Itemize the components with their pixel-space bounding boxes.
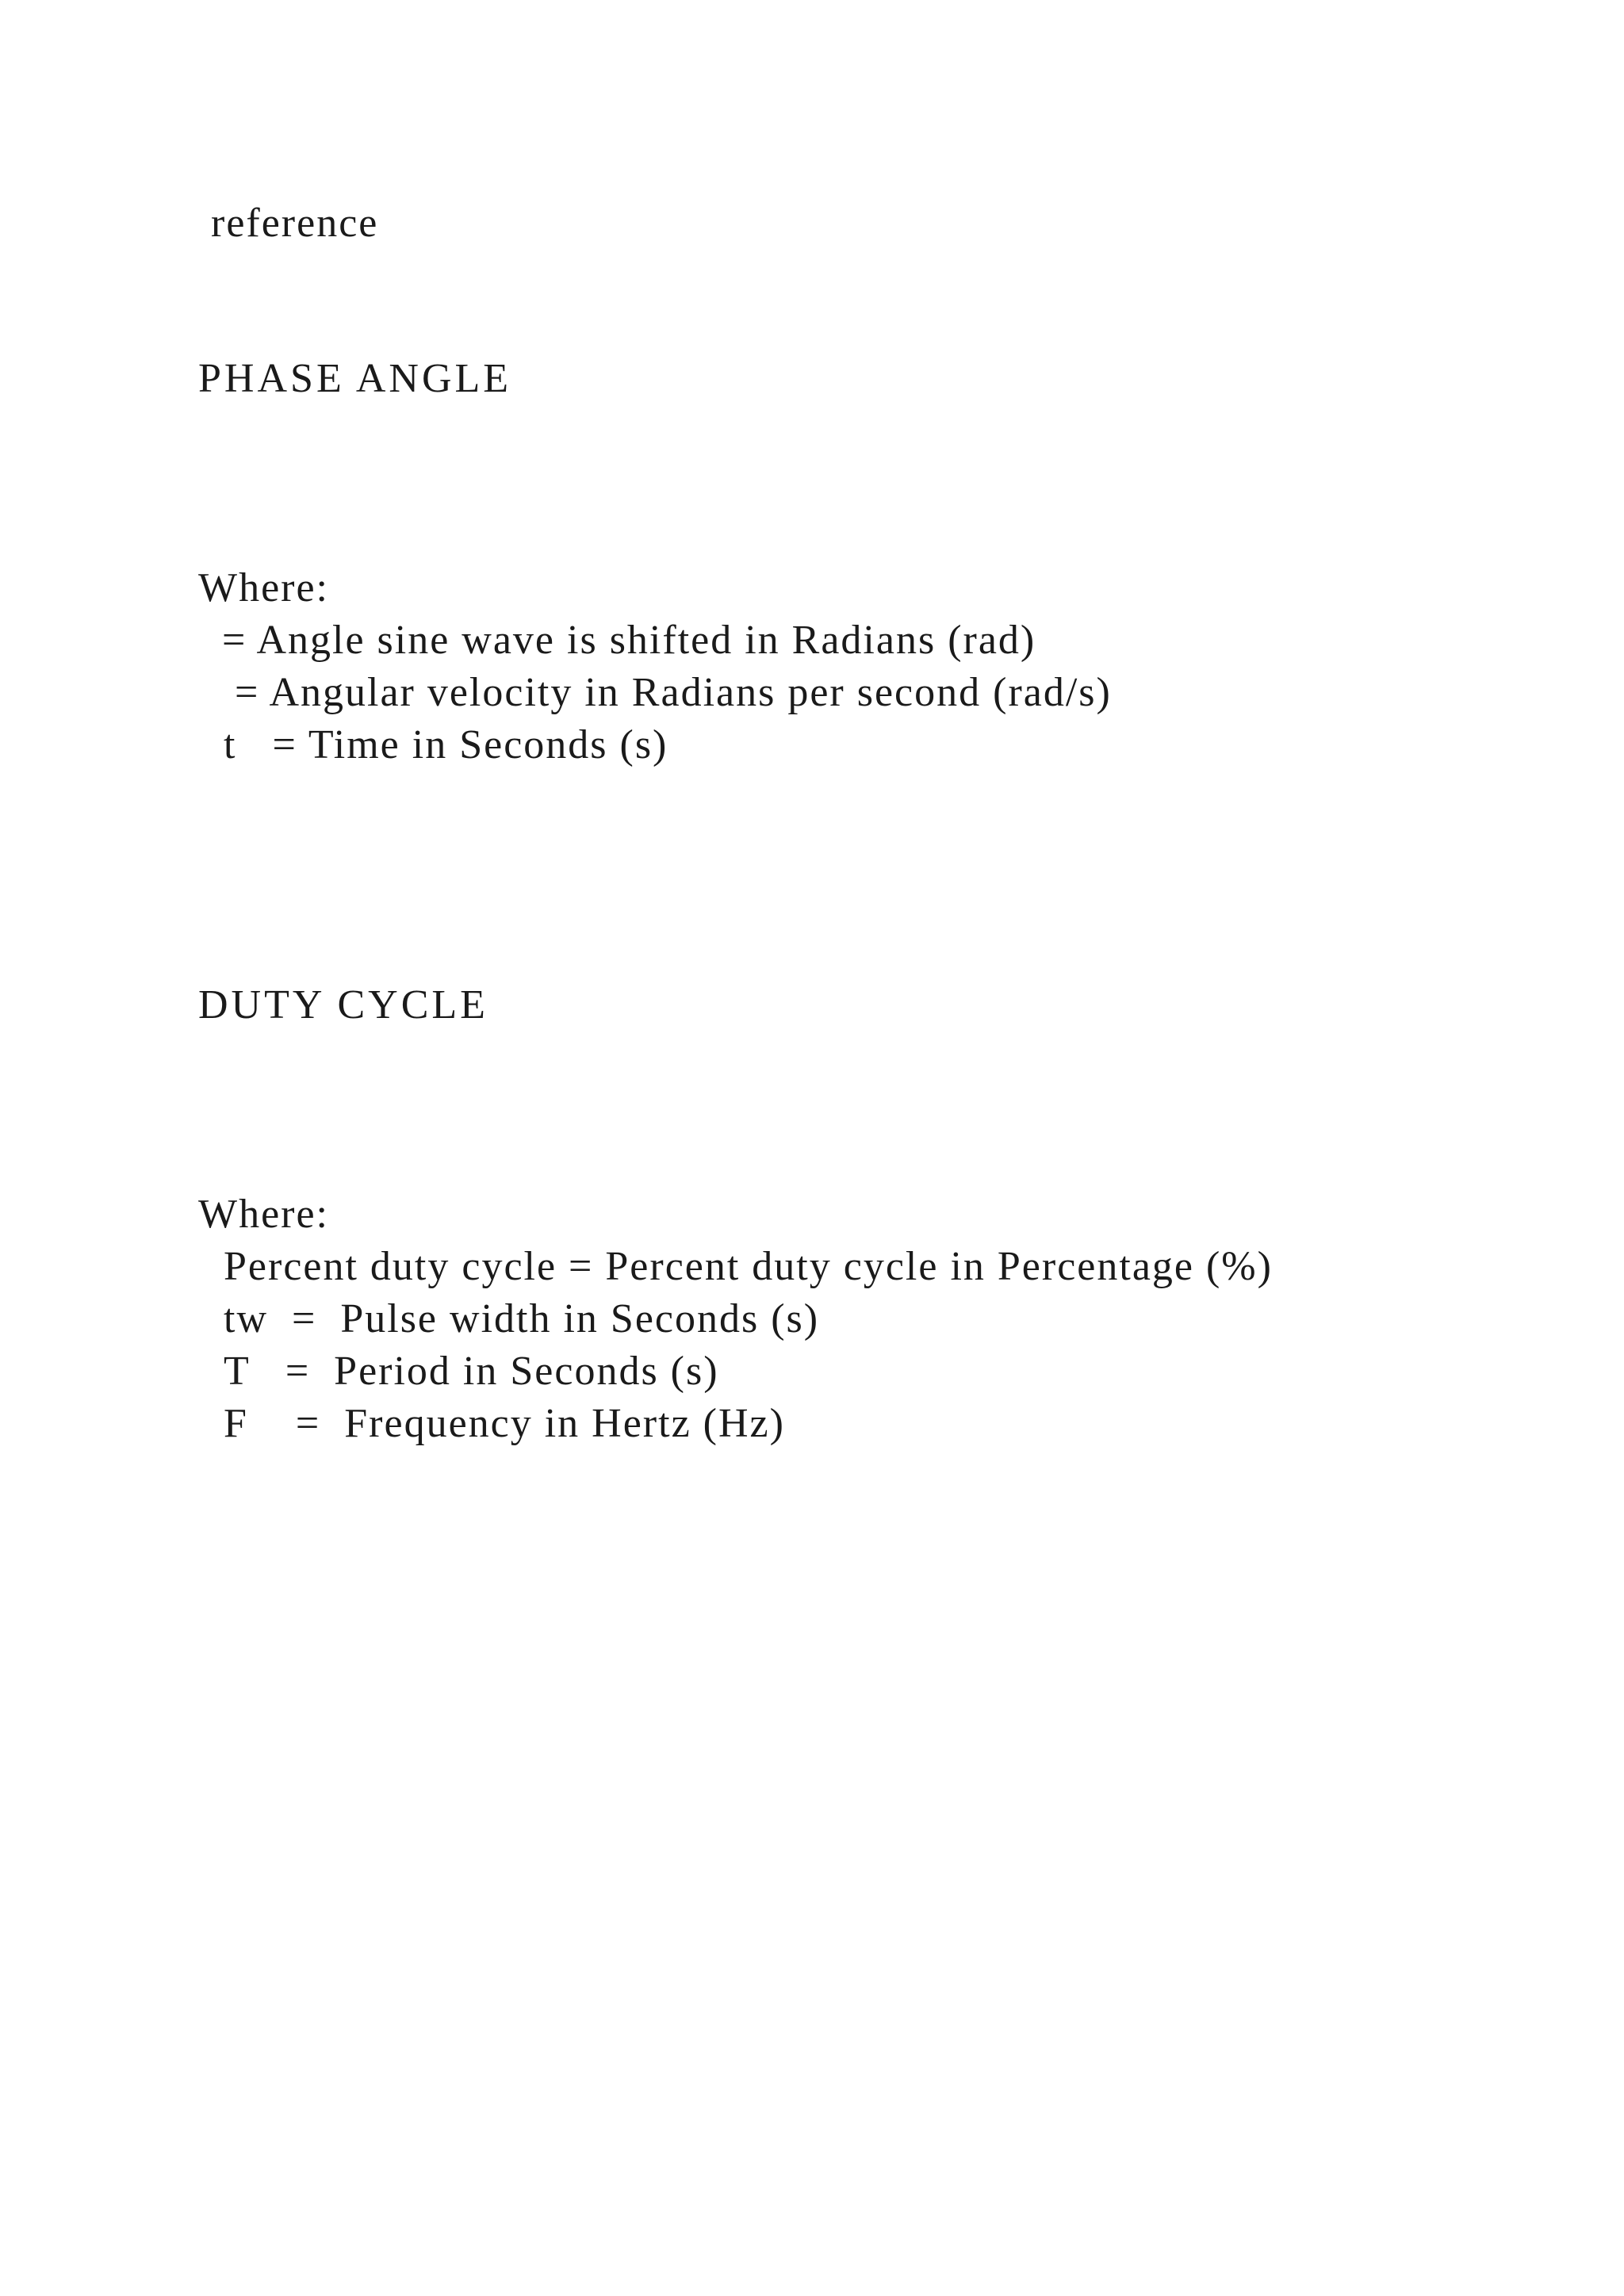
phase-angle-where-label: Where: (198, 565, 330, 610)
duty-cycle-heading: DUTY CYCLE (198, 982, 488, 1027)
phase-angle-definition-omega: = Angular velocity in Radians per second (rad/s) (235, 670, 1112, 715)
duty-cycle-definition-pulse-width: tw = Pulse width in Seconds (s) (224, 1296, 820, 1341)
phase-angle-definition-time: t = Time in Seconds (s) (224, 722, 668, 767)
duty-cycle-definition-period: T = Period in Seconds (s) (224, 1349, 719, 1394)
top-note: reference (211, 201, 379, 246)
duty-cycle-where-label: Where: (198, 1192, 330, 1237)
duty-cycle-definition-percent: Percent duty cycle = Percent duty cycle in Percentage (%) (224, 1244, 1273, 1289)
phase-angle-heading: PHASE ANGLE (198, 356, 512, 401)
duty-cycle-definition-frequency: F = Frequency in Hertz (Hz) (224, 1401, 785, 1446)
phase-angle-definition-theta: = Angle sine wave is shifted in Radians (rad) (222, 618, 1036, 663)
